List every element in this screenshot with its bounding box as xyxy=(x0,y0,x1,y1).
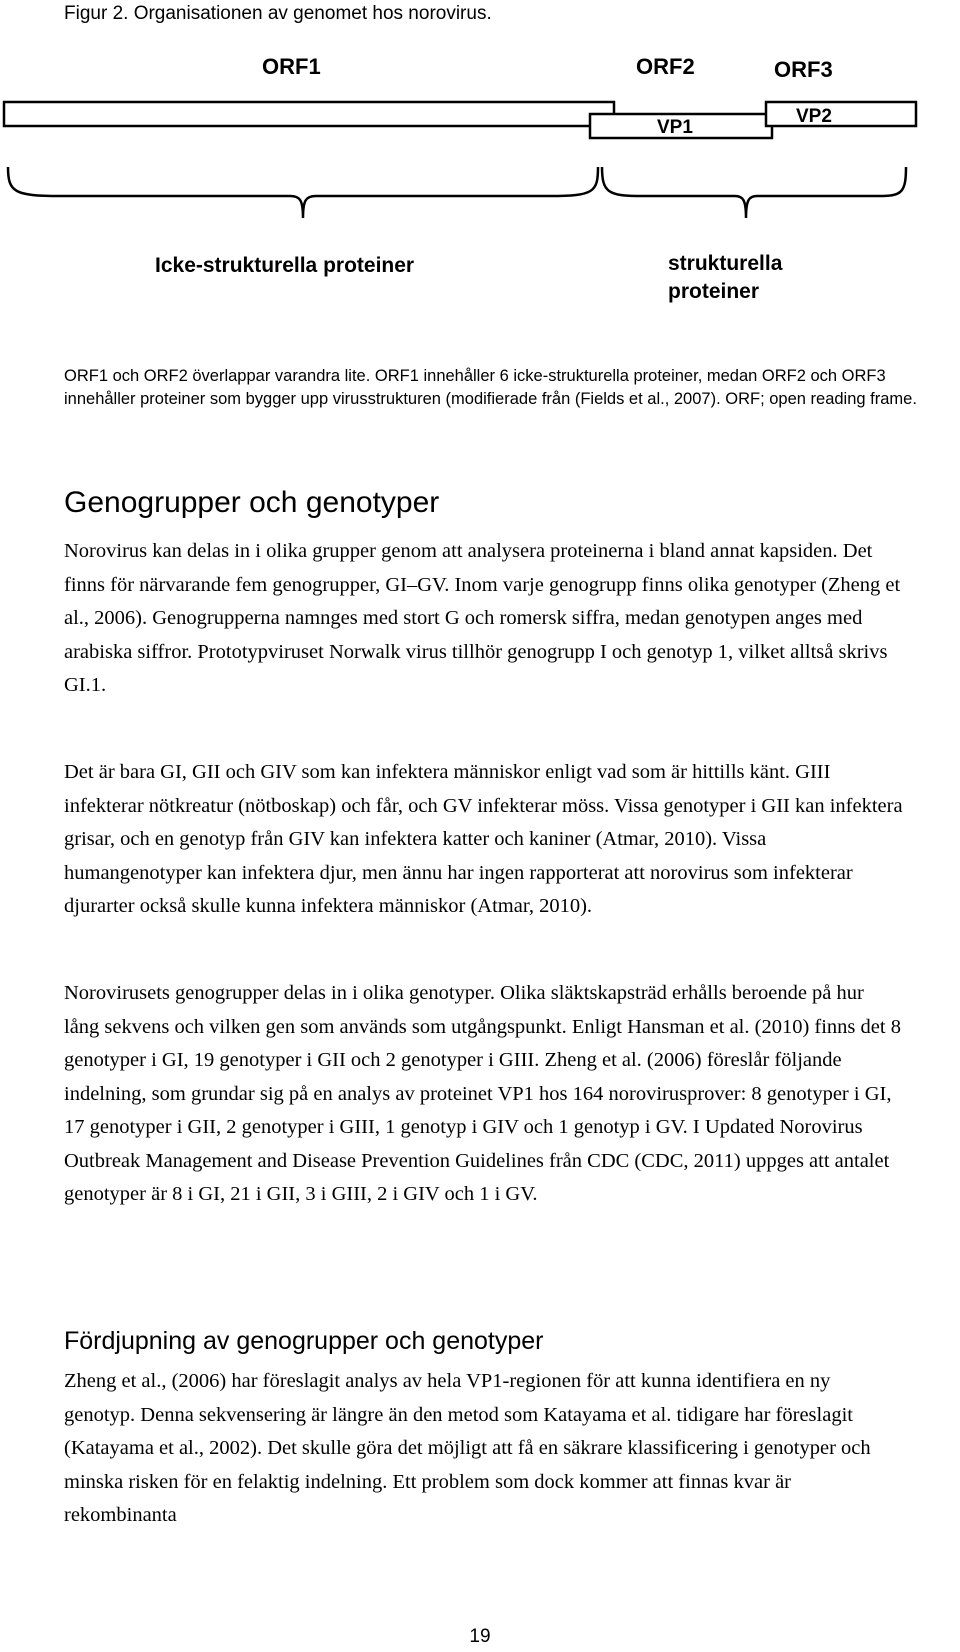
body-paragraph: Norovirus kan delas in i olika grupper genom att analysera proteinerna i bland annat kapsiden. Det finns för närvarande fem genogrupper, GI–GV. Inom varje genogrupp finns olika genotyper (Zheng et al., 2006). Genogrupperna namnges med stort G och romersk siffra, medan genotypen anges med arabiska siffror. Prototypviruset Norwalk virus tillhör genogrupp I och genotyp 1, vilket alltså skrivs GI.1. xyxy=(64,540,901,696)
vp1-label: VP1 xyxy=(657,117,693,138)
section-heading-genogroups: Genogrupper och genotyper xyxy=(64,486,440,519)
orf1-box xyxy=(4,102,614,126)
orf1-label: ORF1 xyxy=(262,54,321,79)
figure-caption: ORF1 och ORF2 överlappar varandra lite. ORF1 innehåller 6 icke-strukturella proteiner, medan ORF2 och ORF3 innehåller proteiner som bygger upp virusstrukturen (modifierade från (Fields et al., 2007). ORF; open reading frame. xyxy=(64,367,917,408)
genome-organization-diagram xyxy=(0,40,960,340)
page-number: 19 xyxy=(469,1626,491,1647)
orf2-label: ORF2 xyxy=(636,54,695,79)
orf3-label: ORF3 xyxy=(774,57,833,82)
structural-proteins-label-line2: proteiner xyxy=(668,280,760,303)
body-paragraph: Zheng et al., (2006) har föreslagit analys av hela VP1-regionen för att kunna identifiera en ny genotyp. Denna sekvensering är längre än den metod som Katayama et al. tidigare har föreslagit (Katayama et al., 2002). Det skulle göra det möjligt att få en säkrare klassificering i genotyper och minska risken för en felaktig indelning. Ett problem som dock kommer att finnas kvar är rekombinanta xyxy=(64,1370,871,1526)
nonstructural-brace xyxy=(8,167,598,218)
nonstructural-proteins-label: Icke-strukturella proteiner xyxy=(155,254,415,277)
body-paragraph: Norovirusets genogrupper delas in i olika genotyper. Olika släktskapsträd erhålls beroende på hur lång sekvens och vilken gen som används som utgångspunkt. Enligt Hansman et al. (2010) finns det 8 genotyper i GI, 19 genotyper i GII och 2 genotyper i GIII. Zheng et al. (2006) föreslår följande indelning, som grundar sig på en analys av proteinet VP1 hos 164 norovirusprover: 8 genotyper i GI, 17 genotyper i GII, 2 genotyper i GIII, 1 genotyp i GIV och 1 genotyp i GV. I Updated Norovirus Outbreak Management and Disease Prevention Guidelines från CDC (CDC, 2011) uppges att antalet genotyper är 8 i GI, 21 i GII, 3 i GIII, 2 i GIV och 1 i GV. xyxy=(64,982,901,1205)
structural-brace xyxy=(602,167,906,218)
figure-title: Figur 2. Organisationen av genomet hos norovirus. xyxy=(64,3,492,24)
vp2-label: VP2 xyxy=(796,106,832,127)
structural-proteins-label-line1: strukturella xyxy=(668,252,783,275)
orf3-box xyxy=(766,102,916,126)
section-heading-deepening: Fördjupning av genogrupper och genotyper xyxy=(64,1327,544,1355)
body-paragraph: Det är bara GI, GII och GIV som kan infektera människor enligt vad som är hittills känt. GIII infekterar nötkreatur (nötboskap) och får, och GV infekterar möss. Vissa genotyper i GII kan infektera grisar, och en genotyp från GIV kan infektera katter och kaniner (Atmar, 2010). Vissa humangenotyper kan infektera djur, men ännu har ingen rapporterat att norovirus som infekterar djurarter också skulle kunna infektera människor (Atmar, 2010). xyxy=(64,761,903,917)
